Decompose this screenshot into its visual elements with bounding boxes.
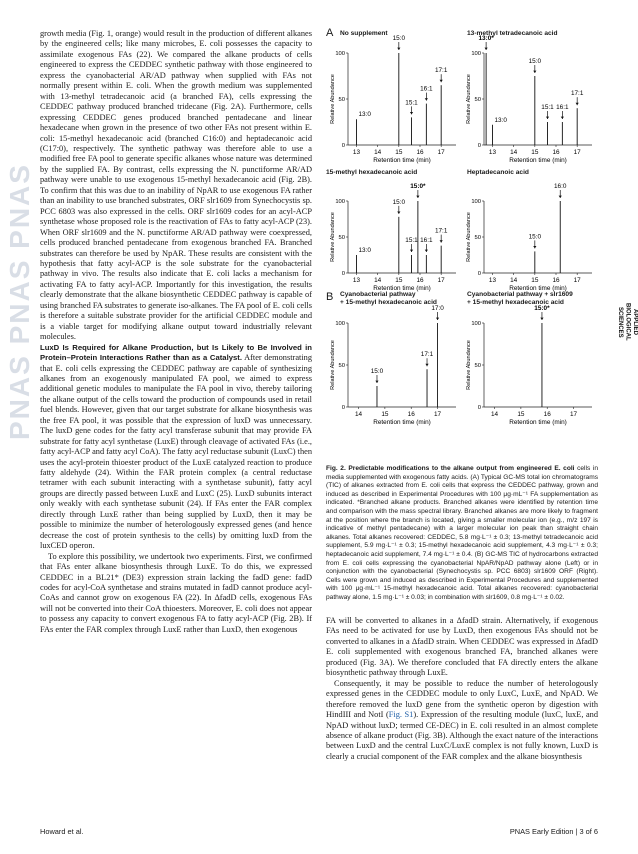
paragraph [40, 343, 312, 552]
peak-label: 16:1 [556, 104, 569, 111]
peak-label: 13:0 [358, 247, 371, 254]
x-tick-label: 13 [488, 277, 497, 284]
chart-title: Cyanobacterial pathway + slr1609 + 15-methyl hexadecanoic acid [467, 291, 573, 306]
y-tick-label: 0 [477, 143, 481, 149]
peak-label: 17:0 [431, 305, 444, 312]
peak-label: 16:0 [554, 183, 567, 190]
x-tick-label: 15 [395, 277, 403, 284]
x-tick-label: 14 [510, 149, 518, 156]
paragraph-text: ). Expression of the resulting module (luxC, luxE, and NpAD without luxD; termed CE-DEC) in E. coli resulted in an almost complete absence of alkane product (Fig. 3B). Although the exact nature of the interactions between LuxD and the central LuxC/LuxE complex is not fully known, LuxD is clearly a crucial component of the FAR complex and the alkane biosynthesis [326, 710, 599, 761]
x-tick-label: 14 [374, 149, 382, 156]
paragraph: To explore this possibility, we undertook two experiments. First, we confirmed that FAs enter alkane biosynthesis through LuxE. To do this, we expressed CEDDEC in a BL21* (DE3) expression strain lacking the fadD gene: fadD codes for acyl-CoA synthetase and strains mutated in fadD cannot produce acyl-CoAs and cannot grow on exogenous FA (22). In ΔfadD cells, exogenous FAs will not be converted into their CoA thioesters. Moreover, E. coli does not appear to possess any capacity to convert exogenous FA to fatty acyl-ACP (Fig. 2B). If FAs enter the FAR complex through LuxE rather than LuxD, then exogenous [40, 551, 312, 634]
y-tick-label: 50 [474, 97, 481, 103]
x-axis-label: Retention time (min) [373, 285, 431, 292]
y-tick-label: 100 [471, 51, 481, 57]
x-tick-label: 13 [488, 149, 497, 156]
peak-label: 15:0* [410, 183, 426, 190]
y-tick-label: 50 [474, 363, 481, 369]
chart-svg [462, 183, 598, 295]
x-tick-label: 17 [570, 411, 578, 418]
chromatogram-15-methyl-hexadecanoic [326, 183, 462, 295]
figure-caption [326, 465, 598, 603]
panel-letter-a: A [326, 27, 334, 39]
journal-watermark: PNAS PNAS PNAS [4, 163, 35, 440]
peak-arrowhead [540, 318, 543, 320]
chart-title: Cyanobacterial pathway + 15-methyl hexadecanoic acid [340, 291, 437, 306]
chart-svg [326, 305, 462, 429]
x-tick-label: 14 [374, 277, 382, 284]
y-tick-label: 100 [335, 51, 345, 57]
x-tick-label: 14 [354, 411, 363, 418]
peak-arrowhead [561, 117, 564, 119]
y-axis-label: Relative Abundance [466, 340, 472, 390]
peak-arrowhead [425, 364, 428, 366]
chromatogram-cyanobacterial-slr1609 [462, 305, 598, 429]
peak-label: 15:0 [528, 233, 542, 241]
figure-2 [326, 27, 598, 457]
figure-s1-link[interactable]: Fig. S1 [388, 710, 414, 720]
peak-arrowhead [425, 98, 428, 100]
chart-title: Heptadecanoic acid [467, 169, 529, 176]
y-tick-label: 0 [341, 143, 345, 149]
peak-arrowhead [485, 48, 488, 50]
x-tick-label: 15 [517, 411, 525, 418]
peak-arrowhead [410, 112, 413, 114]
caption-heading: Fig. 2. Predictable modifications to the alkane output from engineered E. coli [326, 465, 575, 472]
y-axis-label: Relative Abundance [330, 212, 336, 262]
x-tick-label: 16 [416, 277, 424, 284]
peak-arrowhead [425, 250, 428, 252]
chromatogram-heptadecanoic [462, 183, 598, 295]
paragraph: growth media (Fig. 1, orange) would result in the production of different alkanes by the engineered cells; like many microbes, E. coli possesses the capacity to assimilate exogenous FAs (22). We compared the alkane products of cells engineered to express the CEDDEC synthetic pathway with those engineered to express the cyanobacterial AR/AD pathway when supplied with FAs not normally present within E. coli. When the growth medium was supplemented with 13-methyl tetradecanoic acid (a branched FA), cells expressing the CEDDEC pathway produced branched tridecane (Fig. 2A). Furthermore, cells expressing CEDDEC genes produced branched pentadecane and linear hexadecane when grown in the presence of two other FAs not present within E. coli: 15-methyl hexadecanoic acid (branched C16:0) and heptadecanoic acid (C17:0), respectively. The synthetic pathway was therefore able to use a modified free FA pool to generate specific alkanes whose nature was determined by the supplied FA. By contrast, cells expressing the N. punctiforme AR/AD pathway were unable to use exogenous 15-methyl hexadecanoic acid (Fig. 2B). To confirm that this was due to an inability of NpAR to use exogenous FA rather than an inability to use branched substrates, ORF slr1609 from Synechocystis sp. PCC 6803 was also expressed in the cells. ORF slr1609 codes for an acyl-ACP synthetase whose proposed role is the reactivation of FAs to fatty acyl-ACP (23). When ORF slr1609 and the N. punctiforme AR/AD pathway were coexpressed, cells produced branched pentadecane from exogenous branched FA. Branched substrates can therefore be used by NpAR. These results are consistent with the hypothesis that fatty acyl-ACP is the sole substrate for the cyanobacterial pathway in vivo. The results also indicate that E. coli lacks a mechanism for activating FA to fatty acyl-ACP. Importantly for this investigation, the results clearly demonstrate that the alkane biosynthetic CEDDEC pathway is capable of using branched FA substrates to generate iso-alkanes. The FA pool of E. coli cells is therefore a suitable substrate provider for the artificial CEDDEC module and is a viable target for modifying alkane output toward industrially relevant molecules. [40, 29, 312, 342]
peak-label: 17:1 [420, 351, 434, 359]
chromatogram-cyanobacterial [326, 305, 462, 429]
peak-label: 17:1 [434, 227, 448, 235]
peak-label: 13:0 [494, 116, 507, 124]
section-heading: LuxD Is Required for Alkane Production, but Is Likely to Be Involved in Protein–Protein Interactions Rather than as a Catalyst. [40, 342, 312, 363]
chart-svg [462, 305, 598, 429]
x-tick-label: 15 [381, 411, 389, 418]
chart-svg [326, 183, 462, 295]
x-axis-label: Retention time (min) [509, 419, 567, 426]
peak-arrowhead [397, 211, 400, 213]
x-tick-label: 15 [531, 277, 539, 284]
x-axis-label: Retention time (min) [373, 419, 431, 426]
peak-label: 17:1 [570, 90, 584, 98]
peak-label: 15:0 [370, 368, 384, 375]
peak-arrowhead [440, 240, 443, 242]
paragraph-text: After demonstrating that E. coli cells expressing the CEDDEC pathway are capable of synthesizing alkanes from an exogenously manipulated FA pool, we aimed to express additional genetic modules to manipulate the FA pool in vivo, thereby tailoring the alkane output of the cells toward the production of compounds used in retail fuel blends. However, given that our target substrate for alkane biosynthesis was the free FA pool, it was possible that the expression of luxD was unnecessary. The luxD gene codes for the fatty acyl transferase subunit that may provide FA substrate for fatty acyl synthetase (LuxE) through cleavage of activated FAs (i.e., fatty acyl-ACP and fatty acyl CoA). The fatty acyl reductase subunit (LuxC) then uses the acyl-protein thioester product of the LuxE catalyzed reaction to produce fatty aldehyde (24). Within the FAR protein complex (a central reductase tetramer with each subunit interacting with a synthetase subunit), fatty acyl groups are directly passed between LuxE and LuxC (25). LuxD subunits interact only weakly with each synthetase subunit (24). If FAs enter the FAR complex directly through LuxE rather than being supplied by LuxD, then it may be possible to minimize the number of heterologously expressed genes (and hence decrease the cost of protein synthesis to the cells) by omitting luxD from the luxCED operon. [40, 353, 313, 551]
y-tick-label: 50 [474, 235, 481, 241]
chromatogram-no-supplement [326, 35, 462, 167]
x-tick-label: 17 [437, 149, 445, 156]
panel-letter-b: B [326, 291, 334, 303]
y-tick-label: 0 [341, 271, 345, 277]
x-tick-label: 15 [395, 149, 403, 156]
chart-title: No supplement [340, 30, 388, 37]
peak-label: 15:0 [528, 58, 542, 65]
y-axis-label: Relative Abundance [466, 212, 472, 262]
y-tick-label: 100 [471, 199, 481, 205]
section-side-tab: APPLIED BIOLOGICAL SCIENCES [617, 303, 638, 341]
x-tick-label: 13 [352, 149, 361, 156]
caption-text: cells in media supplemented with exogenous fatty acids. (A) Typical GC-MS total ion chromatograms (TIC) of alkanes extracted from E. coli cells that express the CEDDEC pathway, grown and induced as described in Experimental Procedures with 100 μg·mL⁻¹ FA supplementation as indicated. *Branched alkane products. Branched alkanes were identified by retention time and comparison with the mass spectral library. Branched alkanes are more likely to fragment at the position where the branch is located, giving a smaller molecular ion (e.g., m/z 197 is indicative of methyl pentadecane) with a larger molecular ion peak than straight chain alkanes. Total alkanes recovered: CEDDEC, 5.8 mg·L⁻¹ ± 0.3; 13-methyl tetradecanoic acid supplement, 5.9 mg·L⁻¹ ± 0.3; 15-methyl hexadecanoic acid supplement, 4.3 mg·L⁻¹ ± 0.3; heptadecanoic acid supplement, 7.4 mg·L⁻¹ ± 0.4. (B) GC-MS TIC of hydrocarbons extracted from E. coli cells expressing the cyanobacterial NpAR/NpAD pathway alone (Left) or in conjunction with the cyanobacterial (Synechocystis sp. PCC 6803) slr1609 ORF (Right). Cells were grown and induced as described in Experimental Procedures and supplemented with 100 μg·mL⁻¹ 15-methyl hexadecanoic acid. Total alkanes recovered: cyanobacterial pathway alone, 1.5 mg·L⁻¹ ± 0.03; in combination with slr1609, 0.8 mg·L⁻¹ ± 0.02. [326, 465, 598, 601]
y-axis-label: Relative Abundance [330, 340, 336, 390]
y-tick-label: 0 [477, 271, 481, 277]
footer-page-number: PNAS Early Edition | 3 of 6 [509, 827, 598, 836]
peak-arrowhead [559, 196, 562, 198]
peak-label: 15:1 [541, 104, 554, 111]
y-axis-label: Relative Abundance [466, 74, 472, 124]
y-tick-label: 50 [338, 363, 345, 369]
x-tick-label: 17 [437, 277, 445, 284]
x-tick-label: 16 [416, 149, 424, 156]
x-axis-label: Retention time (min) [509, 157, 567, 164]
peak-arrowhead [410, 250, 413, 252]
x-tick-label: 17 [573, 149, 581, 156]
y-tick-label: 100 [471, 321, 481, 327]
x-tick-label: 14 [490, 411, 499, 418]
peak-label: 13:0* [478, 35, 494, 42]
peak-arrowhead [576, 103, 579, 105]
x-tick-label: 17 [434, 411, 442, 418]
peak-arrowhead [440, 80, 443, 82]
peak-arrowhead [533, 71, 536, 73]
peak-label: 16:1 [420, 85, 433, 93]
chart-svg [326, 35, 462, 167]
peak-arrowhead [397, 48, 400, 50]
x-tick-label: 16 [543, 411, 551, 418]
page-footer [40, 827, 598, 841]
y-tick-label: 100 [335, 321, 345, 327]
peak-label: 17:1 [434, 67, 448, 75]
y-tick-label: 50 [338, 235, 345, 241]
right-text-column [326, 616, 598, 762]
x-tick-label: 17 [573, 277, 581, 284]
peak-arrowhead [375, 381, 378, 383]
peak-arrowhead [546, 117, 549, 119]
chart-title: 15-methyl hexadecanoic acid [326, 169, 418, 176]
y-axis-label: Relative Abundance [330, 74, 336, 124]
peak-label: 15:1 [405, 237, 418, 244]
x-tick-label: 16 [552, 149, 560, 156]
peak-label: 13:0 [358, 111, 371, 119]
x-tick-label: 13 [352, 277, 361, 284]
x-tick-label: 15 [531, 149, 539, 156]
chart-svg [462, 35, 598, 167]
x-axis-label: Retention time (min) [509, 285, 567, 292]
peak-label: 15:0* [534, 305, 550, 312]
peak-arrowhead [436, 318, 439, 320]
paragraph [326, 679, 598, 763]
y-tick-label: 100 [335, 199, 345, 205]
paragraph-text: Consequently, it may be possible to reduce the number of heterologously expressed genes in the CEDDEC module to only LuxC, LuxE, and NpAD. We therefore removed the luxD gene from the synthetic operon by digestion with HindIII and NotI ( [326, 678, 598, 720]
peak-label: 16:1 [420, 237, 433, 244]
peak-label: 15:1 [405, 99, 418, 107]
peak-arrowhead [416, 196, 419, 198]
peak-label: 15:0 [392, 198, 406, 206]
peak-label: 15:0 [392, 35, 406, 42]
x-tick-label: 16 [407, 411, 415, 418]
y-tick-label: 50 [338, 97, 345, 103]
x-tick-label: 14 [510, 277, 518, 284]
peak-arrowhead [533, 246, 536, 248]
left-text-column [40, 29, 312, 635]
y-tick-label: 0 [341, 405, 345, 411]
y-tick-label: 0 [477, 405, 481, 411]
x-tick-label: 16 [552, 277, 560, 284]
footer-authors: Howard et al. [40, 827, 84, 836]
paragraph: FA will be converted to alkanes in a ΔfadD strain. Alternatively, if exogenous FAs need to be activated for use by LuxD, then exogenous FAs should not be converted to alkanes in a ΔfadD strain. When CEDDEC was expressed in ΔfadD E. coli supplemented with exogenous branched FA, branched alkanes were produced (Fig. 3A). We therefore concluded that FA directly enters the alkane biosynthetic pathway through LuxE. [326, 616, 598, 678]
chromatogram-13-methyl-tetradecanoic [462, 35, 598, 167]
chart-title: 13-methyl tetradecanoic acid [467, 30, 558, 37]
x-axis-label: Retention time (min) [373, 157, 431, 164]
